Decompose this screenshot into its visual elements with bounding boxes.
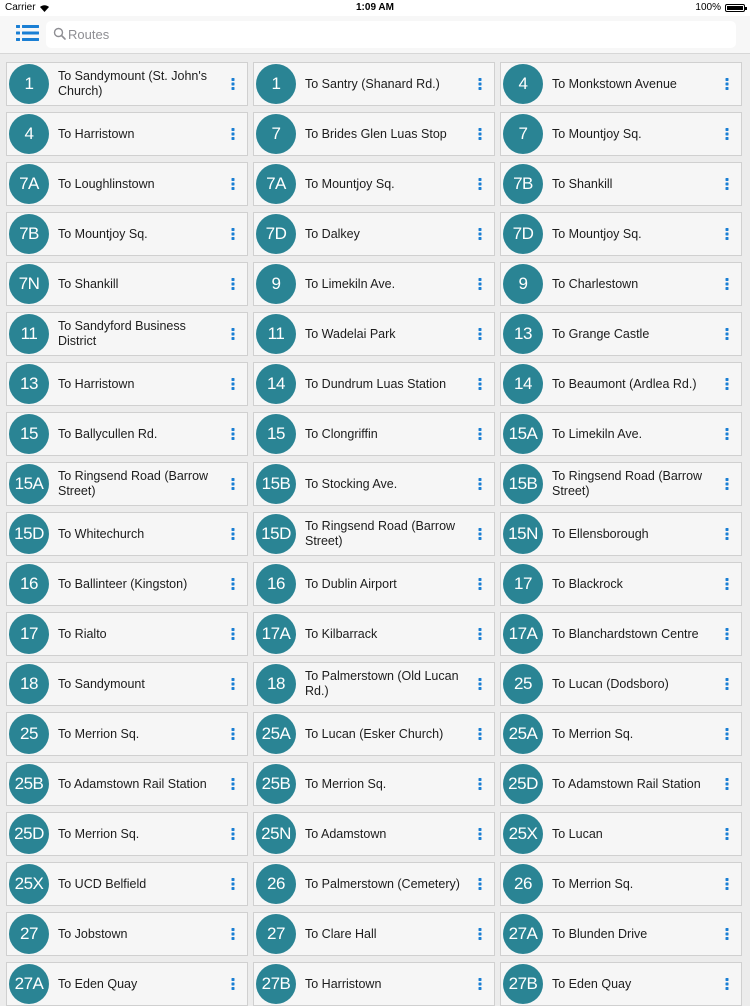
route-card[interactable] — [500, 762, 742, 806]
route-number-badge: 27 — [256, 914, 296, 954]
route-destination: To Merrion Sq. — [58, 726, 140, 741]
more-options-button[interactable] — [472, 173, 488, 195]
route-number-badge: 25X — [9, 864, 49, 904]
route-destination: To Ringsend Road (Barrow Street) — [305, 519, 456, 548]
more-options-button[interactable] — [225, 673, 241, 695]
more-vertical-icon — [225, 473, 241, 495]
route-destination: To Adamstown Rail Station — [552, 776, 701, 791]
route-number-badge: 7D — [256, 214, 296, 254]
more-vertical-icon — [719, 523, 735, 545]
route-card[interactable] — [253, 312, 495, 356]
more-vertical-icon — [472, 623, 488, 645]
more-options-button[interactable] — [472, 873, 488, 895]
clock: 1:09 AM — [356, 2, 394, 13]
route-number-badge: 16 — [9, 564, 49, 604]
more-options-button[interactable] — [472, 373, 488, 395]
more-options-button[interactable] — [472, 573, 488, 595]
route-destination: To Lucan — [552, 826, 603, 841]
route-destination: To Ringsend Road (Barrow Street) — [58, 469, 209, 498]
route-destination: To Clare Hall — [305, 926, 377, 941]
battery-percent: 100% — [695, 2, 721, 13]
more-vertical-icon — [719, 973, 735, 995]
route-card[interactable] — [500, 512, 742, 556]
route-card[interactable] — [6, 612, 248, 656]
route-destination: To Limekiln Ave. — [552, 426, 643, 441]
route-destination: To Harristown — [58, 126, 135, 141]
menu-button[interactable] — [16, 23, 40, 43]
more-vertical-icon — [225, 873, 241, 895]
more-vertical-icon — [472, 773, 488, 795]
route-card[interactable] — [6, 262, 248, 306]
route-destination: To Palmerstown (Old Lucan Rd.) — [305, 669, 459, 698]
nav-bar — [0, 16, 750, 54]
route-number-badge: 11 — [9, 314, 49, 354]
more-options-button[interactable] — [225, 273, 241, 295]
route-card[interactable] — [253, 812, 495, 856]
more-vertical-icon — [719, 573, 735, 595]
route-destination: To Stocking Ave. — [305, 476, 398, 491]
route-destination: To Ellensborough — [552, 526, 649, 541]
route-card[interactable] — [253, 262, 495, 306]
more-options-button[interactable] — [225, 323, 241, 345]
route-number-badge: 7N — [9, 264, 49, 304]
more-vertical-icon — [719, 723, 735, 745]
more-options-button[interactable] — [225, 523, 241, 545]
more-vertical-icon — [225, 323, 241, 345]
more-options-button[interactable] — [472, 773, 488, 795]
route-destination: To Mountjoy Sq. — [58, 226, 148, 241]
route-card[interactable] — [6, 412, 248, 456]
more-options-button[interactable] — [472, 123, 488, 145]
route-number-badge: 9 — [503, 264, 543, 304]
more-options-button[interactable] — [225, 573, 241, 595]
more-options-button[interactable] — [472, 673, 488, 695]
more-options-button[interactable] — [472, 973, 488, 995]
more-vertical-icon — [472, 723, 488, 745]
route-card[interactable] — [6, 812, 248, 856]
route-number-badge: 25 — [503, 664, 543, 704]
route-destination: To Merrion Sq. — [58, 826, 140, 841]
battery-indicator — [695, 2, 745, 13]
route-number-badge: 27A — [9, 964, 49, 1004]
route-number-badge: 15D — [256, 514, 296, 554]
more-vertical-icon — [225, 723, 241, 745]
route-number-badge: 15B — [256, 464, 296, 504]
route-destination: To UCD Belfield — [58, 876, 147, 891]
more-vertical-icon — [472, 223, 488, 245]
more-options-button[interactable] — [225, 173, 241, 195]
route-card[interactable] — [6, 862, 248, 906]
route-destination: To Monkstown Avenue — [552, 76, 677, 91]
more-options-button[interactable] — [719, 273, 735, 295]
more-vertical-icon — [719, 473, 735, 495]
more-vertical-icon — [472, 273, 488, 295]
route-number-badge: 11 — [256, 314, 296, 354]
route-card[interactable] — [500, 312, 742, 356]
route-number-badge: 7B — [503, 164, 543, 204]
route-card[interactable] — [253, 412, 495, 456]
route-card[interactable] — [253, 962, 495, 1006]
route-number-badge: 27 — [9, 914, 49, 954]
route-number-badge: 16 — [256, 564, 296, 604]
route-destination: To Blunden Drive — [552, 926, 648, 941]
route-destination: To Shankill — [58, 276, 119, 291]
route-destination: To Charlestown — [552, 276, 639, 291]
more-options-button[interactable] — [719, 373, 735, 395]
more-vertical-icon — [225, 523, 241, 545]
more-vertical-icon — [225, 773, 241, 795]
more-options-button[interactable] — [719, 923, 735, 945]
route-card[interactable] — [6, 462, 248, 506]
route-number-badge: 25N — [256, 814, 296, 854]
route-card[interactable] — [500, 112, 742, 156]
route-card[interactable] — [253, 862, 495, 906]
more-options-button[interactable] — [472, 723, 488, 745]
more-vertical-icon — [719, 273, 735, 295]
route-destination: To Eden Quay — [58, 976, 138, 991]
more-options-button[interactable] — [719, 973, 735, 995]
more-options-button[interactable] — [719, 123, 735, 145]
route-card[interactable] — [253, 762, 495, 806]
more-vertical-icon — [719, 423, 735, 445]
route-number-badge: 7B — [9, 214, 49, 254]
route-card[interactable] — [500, 212, 742, 256]
route-number-badge: 25A — [503, 714, 543, 754]
route-card[interactable] — [6, 512, 248, 556]
more-options-button[interactable] — [719, 623, 735, 645]
route-number-badge: 7A — [9, 164, 49, 204]
more-vertical-icon — [472, 923, 488, 945]
more-options-button[interactable] — [225, 423, 241, 445]
more-options-button[interactable] — [719, 573, 735, 595]
search-input[interactable] — [68, 21, 708, 48]
search-field[interactable] — [46, 21, 736, 48]
more-vertical-icon — [719, 773, 735, 795]
more-options-button[interactable] — [719, 423, 735, 445]
more-vertical-icon — [472, 123, 488, 145]
route-number-badge: 17A — [256, 614, 296, 654]
more-vertical-icon — [225, 423, 241, 445]
more-options-button[interactable] — [225, 923, 241, 945]
route-card[interactable] — [500, 912, 742, 956]
route-number-badge: 15A — [9, 464, 49, 504]
more-options-button[interactable] — [225, 73, 241, 95]
more-vertical-icon — [225, 973, 241, 995]
more-options-button[interactable] — [719, 823, 735, 845]
route-number-badge: 14 — [256, 364, 296, 404]
route-number-badge: 14 — [503, 364, 543, 404]
route-destination: To Merrion Sq. — [305, 776, 387, 791]
list-menu-icon — [16, 23, 40, 43]
more-options-button[interactable] — [225, 223, 241, 245]
more-options-button[interactable] — [719, 873, 735, 895]
route-number-badge: 25D — [503, 764, 543, 804]
more-options-button[interactable] — [225, 773, 241, 795]
route-card[interactable] — [253, 462, 495, 506]
route-card[interactable] — [500, 962, 742, 1006]
more-vertical-icon — [472, 823, 488, 845]
more-vertical-icon — [719, 673, 735, 695]
route-card[interactable] — [253, 212, 495, 256]
route-number-badge: 7D — [503, 214, 543, 254]
route-grid — [6, 62, 747, 1006]
route-card[interactable] — [6, 912, 248, 956]
more-options-button[interactable] — [719, 223, 735, 245]
more-vertical-icon — [472, 673, 488, 695]
route-destination: To Blackrock — [552, 576, 623, 591]
route-number-badge: 17 — [503, 564, 543, 604]
route-card[interactable] — [253, 612, 495, 656]
route-card[interactable] — [500, 812, 742, 856]
more-vertical-icon — [472, 323, 488, 345]
more-vertical-icon — [225, 923, 241, 945]
route-number-badge: 4 — [503, 64, 543, 104]
more-vertical-icon — [719, 373, 735, 395]
route-card[interactable] — [253, 512, 495, 556]
route-number-badge: 25 — [9, 714, 49, 754]
route-destination: To Sandymount — [58, 676, 145, 691]
route-destination: To Whitechurch — [58, 526, 145, 541]
route-card[interactable] — [6, 962, 248, 1006]
route-card[interactable] — [253, 62, 495, 106]
route-number-badge: 15 — [9, 414, 49, 454]
route-number-badge: 17 — [9, 614, 49, 654]
route-card[interactable] — [6, 562, 248, 606]
route-number-badge: 25B — [9, 764, 49, 804]
more-vertical-icon — [719, 923, 735, 945]
route-number-badge: 17A — [503, 614, 543, 654]
route-destination: To Dundrum Luas Station — [305, 376, 447, 391]
search-icon — [53, 27, 67, 41]
more-vertical-icon — [719, 73, 735, 95]
more-options-button[interactable] — [225, 473, 241, 495]
route-destination: To Eden Quay — [552, 976, 632, 991]
more-options-button[interactable] — [225, 623, 241, 645]
route-destination: To Harristown — [305, 976, 382, 991]
more-options-button[interactable] — [719, 773, 735, 795]
route-destination: To Mountjoy Sq. — [552, 226, 642, 241]
more-vertical-icon — [719, 223, 735, 245]
more-vertical-icon — [719, 823, 735, 845]
route-number-badge: 13 — [9, 364, 49, 404]
route-card[interactable] — [500, 62, 742, 106]
route-destination: To Ringsend Road (Barrow Street) — [552, 469, 703, 498]
more-options-button[interactable] — [225, 873, 241, 895]
more-options-button[interactable] — [472, 523, 488, 545]
route-card[interactable] — [253, 112, 495, 156]
more-options-button[interactable] — [719, 523, 735, 545]
route-card[interactable] — [500, 162, 742, 206]
more-options-button[interactable] — [225, 123, 241, 145]
more-vertical-icon — [225, 823, 241, 845]
route-card[interactable] — [253, 562, 495, 606]
more-vertical-icon — [472, 373, 488, 395]
more-vertical-icon — [225, 623, 241, 645]
route-number-badge: 7A — [256, 164, 296, 204]
route-destination: To Blanchardstown Centre — [552, 626, 699, 641]
more-options-button[interactable] — [225, 973, 241, 995]
route-card[interactable] — [6, 312, 248, 356]
route-destination: To Rialto — [58, 626, 107, 641]
more-vertical-icon — [719, 623, 735, 645]
route-destination: To Ballinteer (Kingston) — [58, 576, 188, 591]
more-vertical-icon — [225, 573, 241, 595]
route-number-badge: 25X — [503, 814, 543, 854]
route-number-badge: 18 — [9, 664, 49, 704]
route-number-badge: 7 — [256, 114, 296, 154]
more-vertical-icon — [472, 573, 488, 595]
route-destination: To Lucan (Dodsboro) — [552, 676, 669, 691]
more-options-button[interactable] — [472, 923, 488, 945]
route-number-badge: 25D — [9, 814, 49, 854]
more-vertical-icon — [472, 973, 488, 995]
route-destination: To Adamstown Rail Station — [58, 776, 207, 791]
route-number-badge: 26 — [256, 864, 296, 904]
route-card[interactable] — [500, 712, 742, 756]
route-destination: To Adamstown — [305, 826, 387, 841]
more-vertical-icon — [472, 423, 488, 445]
route-destination: To Merrion Sq. — [552, 726, 634, 741]
more-vertical-icon — [225, 373, 241, 395]
more-options-button[interactable] — [472, 323, 488, 345]
more-vertical-icon — [225, 223, 241, 245]
route-destination: To Mountjoy Sq. — [305, 176, 395, 191]
route-number-badge: 15A — [503, 414, 543, 454]
more-vertical-icon — [472, 473, 488, 495]
route-card[interactable] — [6, 62, 248, 106]
route-number-badge: 13 — [503, 314, 543, 354]
route-card[interactable] — [500, 562, 742, 606]
more-options-button[interactable] — [472, 473, 488, 495]
route-number-badge: 27B — [503, 964, 543, 1004]
route-number-badge: 15D — [9, 514, 49, 554]
route-destination: To Jobstown — [58, 926, 128, 941]
more-vertical-icon — [225, 173, 241, 195]
route-destination: To Dalkey — [305, 226, 360, 241]
more-options-button[interactable] — [225, 723, 241, 745]
route-card[interactable] — [500, 412, 742, 456]
route-card[interactable] — [6, 662, 248, 706]
route-card[interactable] — [500, 262, 742, 306]
more-options-button[interactable] — [472, 823, 488, 845]
route-card[interactable] — [500, 362, 742, 406]
route-number-badge: 15B — [503, 464, 543, 504]
status-bar — [0, 0, 750, 16]
route-number-badge: 7 — [503, 114, 543, 154]
route-number-badge: 1 — [9, 64, 49, 104]
more-vertical-icon — [472, 73, 488, 95]
carrier-label: Carrier — [5, 2, 36, 13]
more-options-button[interactable] — [719, 723, 735, 745]
more-options-button[interactable] — [719, 473, 735, 495]
route-destination: To Loughlinstown — [58, 176, 155, 191]
route-destination: To Merrion Sq. — [552, 876, 634, 891]
more-options-button[interactable] — [719, 73, 735, 95]
more-vertical-icon — [225, 673, 241, 695]
more-vertical-icon — [472, 173, 488, 195]
more-options-button[interactable] — [225, 823, 241, 845]
route-destination: To Ballycullen Rd. — [58, 426, 158, 441]
route-destination: To Sandyford Business District — [58, 319, 186, 348]
more-vertical-icon — [225, 273, 241, 295]
route-card[interactable] — [253, 912, 495, 956]
route-card[interactable] — [6, 362, 248, 406]
more-options-button[interactable] — [719, 673, 735, 695]
route-card[interactable] — [500, 612, 742, 656]
more-vertical-icon — [472, 523, 488, 545]
route-destination: To Kilbarrack — [305, 626, 378, 641]
route-card[interactable] — [6, 762, 248, 806]
route-number-badge: 1 — [256, 64, 296, 104]
route-destination: To Palmerstown (Cemetery) — [305, 876, 460, 891]
route-number-badge: 9 — [256, 264, 296, 304]
more-options-button[interactable] — [472, 273, 488, 295]
route-card[interactable] — [6, 162, 248, 206]
more-options-button[interactable] — [472, 223, 488, 245]
more-options-button[interactable] — [719, 173, 735, 195]
route-number-badge: 26 — [503, 864, 543, 904]
route-destination: To Wadelai Park — [305, 326, 396, 341]
more-vertical-icon — [719, 173, 735, 195]
battery-icon — [725, 4, 745, 12]
route-destination: To Mountjoy Sq. — [552, 126, 642, 141]
route-card[interactable] — [500, 462, 742, 506]
route-destination: To Santry (Shanard Rd.) — [305, 76, 440, 91]
route-number-badge: 4 — [9, 114, 49, 154]
more-options-button[interactable] — [225, 373, 241, 395]
route-number-badge: 25B — [256, 764, 296, 804]
more-vertical-icon — [719, 323, 735, 345]
more-vertical-icon — [225, 123, 241, 145]
more-vertical-icon — [719, 873, 735, 895]
route-destination: To Shankill — [552, 176, 613, 191]
route-card[interactable] — [500, 862, 742, 906]
route-destination: To Lucan (Esker Church) — [305, 726, 444, 741]
more-options-button[interactable] — [472, 73, 488, 95]
route-card[interactable] — [253, 162, 495, 206]
route-card[interactable] — [253, 662, 495, 706]
route-card[interactable] — [253, 712, 495, 756]
more-vertical-icon — [719, 123, 735, 145]
route-card[interactable] — [6, 212, 248, 256]
route-destination: To Grange Castle — [552, 326, 650, 341]
route-card[interactable] — [253, 362, 495, 406]
route-number-badge: 27B — [256, 964, 296, 1004]
more-options-button[interactable] — [472, 623, 488, 645]
route-destination: To Sandymount (St. John's Church) — [58, 69, 207, 98]
route-destination: To Clongriffin — [305, 426, 378, 441]
route-destination: To Dublin Airport — [305, 576, 397, 591]
route-number-badge: 18 — [256, 664, 296, 704]
more-options-button[interactable] — [472, 423, 488, 445]
route-card[interactable] — [6, 112, 248, 156]
route-card[interactable] — [500, 662, 742, 706]
more-options-button[interactable] — [719, 323, 735, 345]
route-destination: To Limekiln Ave. — [305, 276, 396, 291]
more-vertical-icon — [225, 73, 241, 95]
route-destination: To Harristown — [58, 376, 135, 391]
route-destination: To Brides Glen Luas Stop — [305, 126, 447, 141]
route-number-badge: 25A — [256, 714, 296, 754]
route-number-badge: 27A — [503, 914, 543, 954]
route-card[interactable] — [6, 712, 248, 756]
route-destination: To Beaumont (Ardlea Rd.) — [552, 376, 697, 391]
more-vertical-icon — [472, 873, 488, 895]
route-number-badge: 15 — [256, 414, 296, 454]
route-number-badge: 15N — [503, 514, 543, 554]
